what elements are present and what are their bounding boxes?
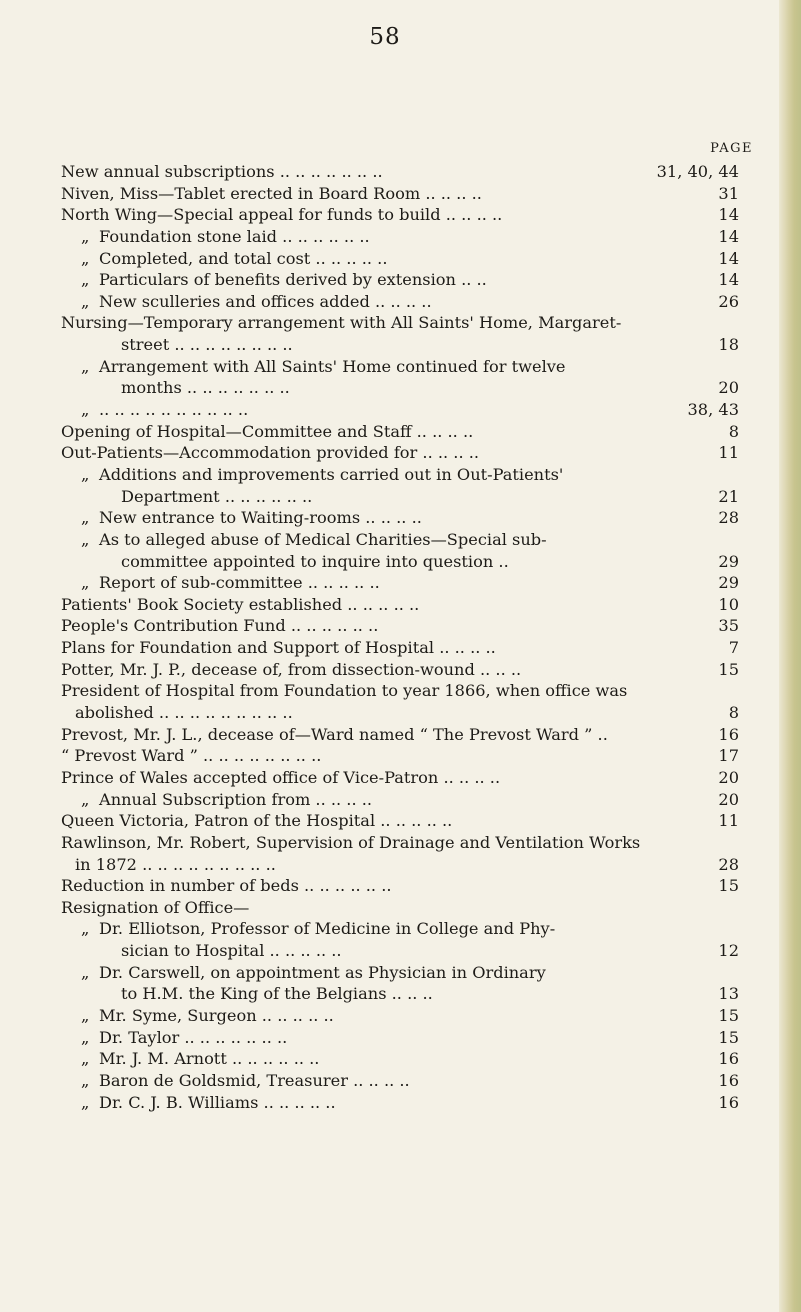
index-entry	[61, 637, 739, 659]
entry-page-numbers: 16	[718, 1070, 739, 1090]
entry-text: sician to Hospital .. .. .. .. ..	[121, 941, 342, 961]
entry-page-numbers: 14	[718, 248, 739, 268]
index-entry	[61, 399, 739, 421]
entry-page-numbers: 8	[728, 421, 739, 441]
ditto-mark: „	[81, 1092, 90, 1112]
index-entry	[61, 897, 739, 919]
entry-page-numbers: 13	[718, 984, 739, 1004]
index-entry	[61, 421, 739, 443]
ditto-mark: „	[81, 1049, 90, 1069]
index-entry	[61, 248, 739, 270]
entry-page-numbers: 29	[718, 573, 739, 593]
index-entry	[61, 789, 739, 811]
entry-page-numbers: 11	[718, 443, 739, 463]
index-entry	[61, 702, 739, 724]
entry-page-numbers: 16	[718, 1049, 739, 1069]
index-entry	[61, 983, 739, 1005]
entry-text: Baron de Goldsmid, Treasurer .. .. .. ..	[99, 1070, 410, 1090]
ditto-mark: „	[81, 1070, 90, 1090]
entry-text: New annual subscriptions .. .. .. .. .. .. ..	[61, 162, 383, 181]
entry-text: Dr. Elliotson, Professor of Medicine in College and Phy-	[99, 919, 556, 939]
index-entry	[61, 594, 739, 616]
entry-text: Prevost, Mr. J. L., decease of—Ward named “ The Prevost Ward ” ..	[61, 724, 608, 744]
index-list	[61, 161, 739, 1113]
entry-text: New entrance to Waiting-rooms .. .. .. ..	[99, 508, 422, 528]
index-entry	[61, 659, 739, 681]
entry-page-numbers: 17	[718, 746, 739, 766]
entry-text: Queen Victoria, Patron of the Hospital .. .. .. .. ..	[61, 811, 453, 831]
entry-text: months .. .. .. .. .. .. ..	[121, 378, 290, 398]
index-entry	[61, 1027, 739, 1049]
index-entry	[61, 507, 739, 529]
index-entry	[61, 1005, 739, 1027]
ditto-mark: „	[81, 962, 90, 982]
entry-text: Niven, Miss—Tablet erected in Board Room .. .. .. ..	[61, 183, 482, 203]
index-entry	[61, 464, 739, 486]
entry-text: Nursing—Temporary arrangement with All Saints' Home, Margaret-	[61, 313, 622, 333]
entry-page-numbers: 31	[718, 183, 739, 203]
index-entry	[61, 161, 739, 183]
entry-text: Opening of Hospital—Committee and Staff .. .. .. ..	[61, 421, 474, 441]
entry-page-numbers: 7	[728, 638, 739, 658]
entry-page-numbers: 35	[718, 616, 739, 636]
index-entry	[61, 1092, 739, 1114]
entry-page-numbers: 15	[718, 1027, 739, 1047]
entry-page-numbers: 31, 40, 44	[656, 162, 739, 181]
index-entry	[61, 680, 739, 702]
entry-page-numbers: 21	[718, 486, 739, 506]
index-entry	[61, 1048, 739, 1070]
entry-text: Potter, Mr. J. P., decease of, from dissection-wound .. .. ..	[61, 659, 522, 679]
index-entry	[61, 334, 739, 356]
index-entry	[61, 551, 739, 573]
ditto-mark: „	[81, 291, 90, 311]
entry-text: to H.M. the King of the Belgians .. .. ..	[121, 984, 433, 1004]
entry-text: Arrangement with All Saints' Home continued for twelve	[99, 356, 566, 376]
entry-text: North Wing—Special appeal for funds to build .. .. .. ..	[61, 205, 503, 225]
index-entry	[61, 204, 739, 226]
index-entry	[61, 226, 739, 248]
ditto-mark: „	[81, 508, 90, 528]
entry-text: Report of sub-committee .. .. .. .. ..	[99, 573, 380, 593]
entry-text: Plans for Foundation and Support of Hospital .. .. .. ..	[61, 638, 496, 658]
entry-page-numbers: 16	[718, 724, 739, 744]
entry-text: As to alleged abuse of Medical Charities—Special sub-	[99, 529, 547, 549]
entry-page-numbers: 16	[718, 1092, 739, 1112]
entry-text: Dr. C. J. B. Williams .. .. .. .. ..	[99, 1092, 336, 1112]
entry-text: Completed, and total cost .. .. .. .. ..	[99, 248, 388, 268]
entry-text: Department .. .. .. .. .. ..	[121, 486, 313, 506]
index-entry	[61, 940, 739, 962]
index-entry	[61, 767, 739, 789]
entry-text: “ Prevost Ward ” .. .. .. .. .. .. .. ..	[61, 746, 322, 766]
ditto-mark: „	[81, 226, 90, 246]
index-entry	[61, 832, 739, 854]
entry-text: Dr. Carswell, on appointment as Physician in Ordinary	[99, 962, 546, 982]
index-entry	[61, 875, 739, 897]
entry-page-numbers: 11	[718, 811, 739, 831]
entry-text: street .. .. .. .. .. .. .. ..	[121, 335, 293, 355]
entry-page-numbers: 28	[718, 854, 739, 874]
entry-page-numbers: 38, 43	[687, 400, 739, 420]
entry-text: People's Contribution Fund .. .. .. .. .. ..	[61, 616, 379, 636]
entry-page-numbers: 15	[718, 659, 739, 679]
entry-page-numbers: 20	[718, 789, 739, 809]
entry-text: Patients' Book Society established .. .. .. .. ..	[61, 594, 420, 614]
index-entry	[61, 486, 739, 508]
index-entry	[61, 918, 739, 940]
index-entry	[61, 183, 739, 205]
index-entry	[61, 572, 739, 594]
entry-text: Prince of Wales accepted office of Vice-Patron .. .. .. ..	[61, 767, 501, 787]
entry-page-numbers: 14	[718, 226, 739, 246]
ditto-mark: „	[81, 248, 90, 268]
entry-page-numbers: 18	[718, 335, 739, 355]
ditto-mark: „	[81, 919, 90, 939]
index-entry	[61, 810, 739, 832]
entry-text: Additions and improvements carried out in Out-Patients'	[99, 464, 564, 484]
entry-page-numbers: 15	[718, 1005, 739, 1025]
ditto-mark: „	[81, 789, 90, 809]
entry-page-numbers: 14	[718, 270, 739, 290]
entry-page-numbers: 29	[718, 551, 739, 571]
entry-text: Annual Subscription from .. .. .. ..	[99, 789, 373, 809]
entry-text: Resignation of Office—	[61, 897, 250, 917]
entry-text: .. .. .. .. .. .. .. .. .. ..	[99, 400, 249, 420]
ditto-mark: „	[81, 1027, 90, 1047]
ditto-mark: „	[81, 356, 90, 376]
index-entry	[61, 291, 739, 313]
ditto-mark: „	[81, 400, 90, 420]
index-entry	[61, 745, 739, 767]
entry-text: Mr. Syme, Surgeon .. .. .. .. ..	[99, 1005, 334, 1025]
entry-text: New sculleries and offices added .. .. .. ..	[99, 291, 432, 311]
entry-page-numbers: 20	[718, 378, 739, 398]
entry-text: in 1872 .. .. .. .. .. .. .. .. ..	[75, 854, 276, 874]
index-entry	[61, 854, 739, 876]
index-entry	[61, 312, 739, 334]
entry-page-numbers: 14	[718, 205, 739, 225]
entry-text: Rawlinson, Mr. Robert, Supervision of Drainage and Ventilation Works	[61, 832, 641, 852]
ditto-mark: „	[81, 270, 90, 290]
entry-page-numbers: 8	[728, 703, 739, 723]
index-entry	[61, 615, 739, 637]
page-number: 58	[369, 24, 401, 50]
index-entry	[61, 529, 739, 551]
entry-text: Mr. J. M. Arnott .. .. .. .. .. ..	[99, 1049, 320, 1069]
index-entry	[61, 356, 739, 378]
ditto-mark: „	[81, 1005, 90, 1025]
index-entry	[61, 377, 739, 399]
entry-text: abolished .. .. .. .. .. .. .. .. ..	[75, 703, 293, 723]
entry-page-numbers: 10	[718, 594, 739, 614]
entry-page-numbers: 26	[718, 291, 739, 311]
entry-text: Dr. Taylor .. .. .. .. .. .. ..	[99, 1027, 288, 1047]
ditto-mark: „	[81, 464, 90, 484]
index-entry	[61, 442, 739, 464]
index-entry	[61, 269, 739, 291]
entry-page-numbers: 28	[718, 508, 739, 528]
entry-text: committee appointed to inquire into question ..	[121, 551, 509, 571]
entry-text: Reduction in number of beds .. .. .. .. .. ..	[61, 876, 392, 896]
ditto-mark: „	[81, 529, 90, 549]
entry-text: Particulars of benefits derived by extension .. ..	[99, 270, 487, 290]
entry-page-numbers: 20	[718, 767, 739, 787]
entry-text: Out-Patients—Accommodation provided for .. .. .. ..	[61, 443, 480, 463]
entry-text: Foundation stone laid .. .. .. .. .. ..	[99, 226, 370, 246]
index-entry	[61, 1070, 739, 1092]
page-edge	[779, 0, 801, 1312]
index-entry	[61, 962, 739, 984]
ditto-mark: „	[81, 573, 90, 593]
entry-page-numbers: 12	[718, 941, 739, 961]
entry-page-numbers: 15	[718, 876, 739, 896]
page-column-header: PAGE	[710, 141, 753, 156]
index-entry	[61, 724, 739, 746]
entry-text: President of Hospital from Foundation to year 1866, when office was	[61, 681, 628, 701]
